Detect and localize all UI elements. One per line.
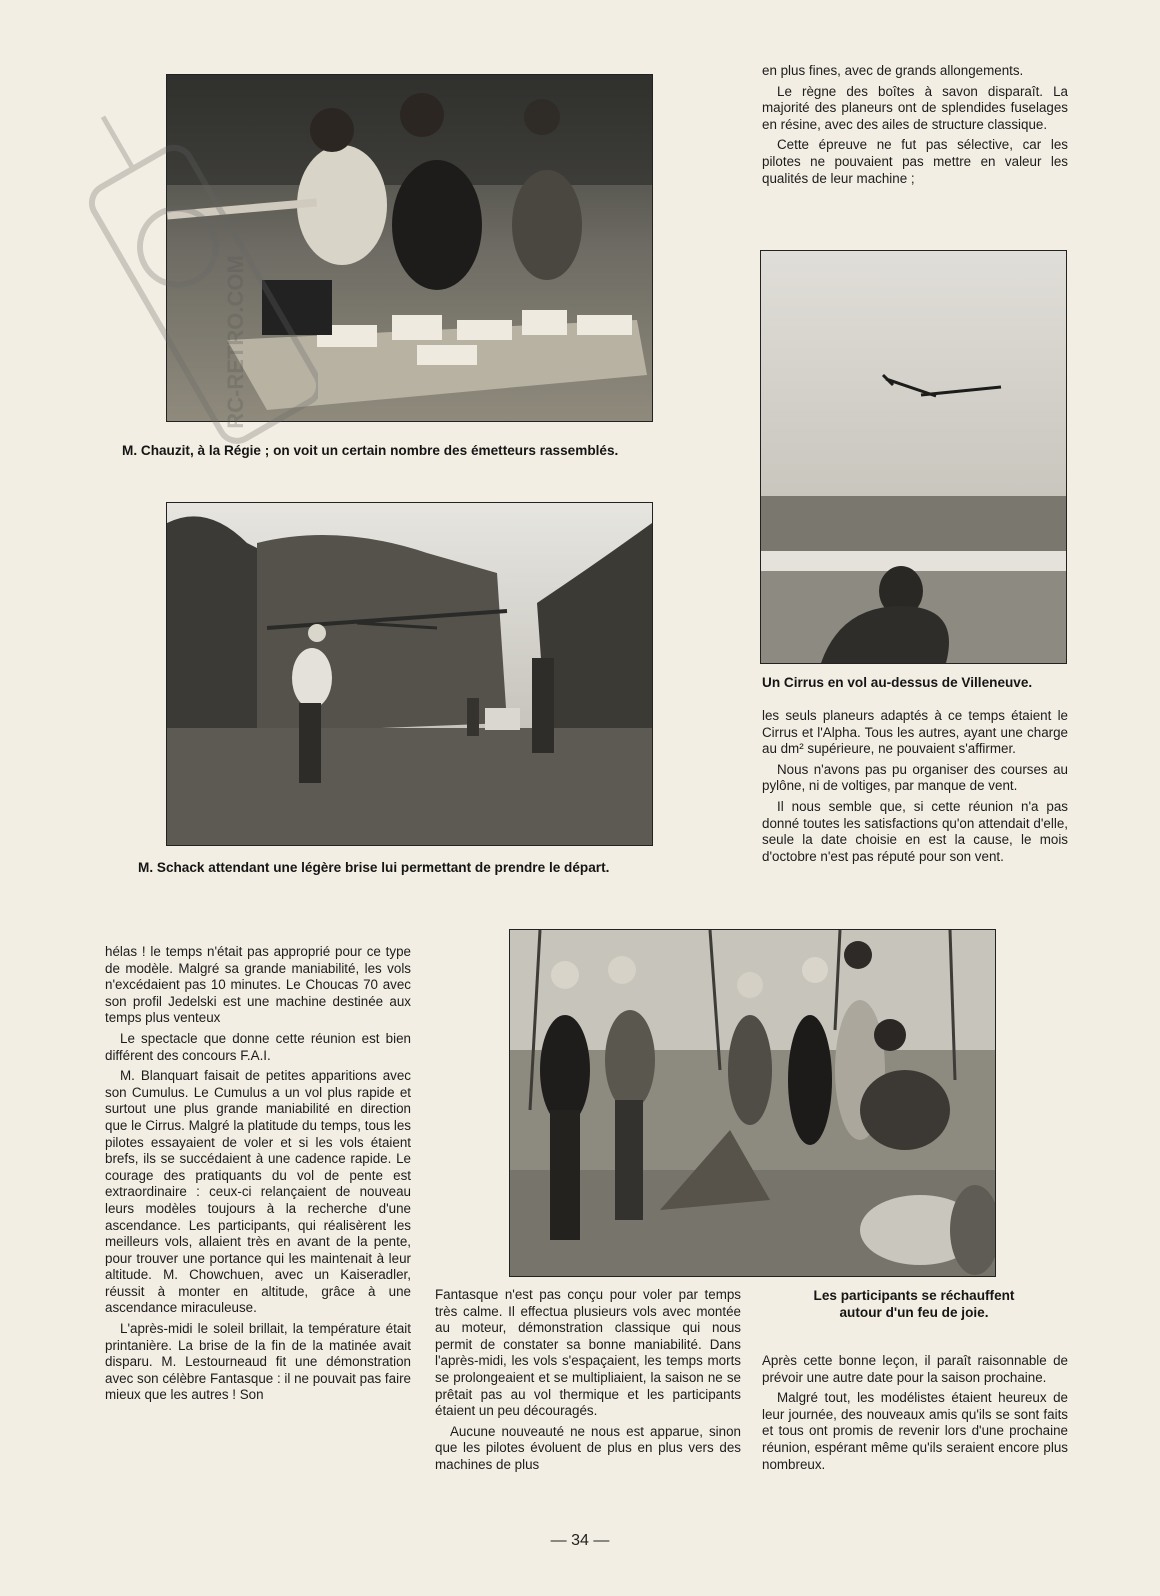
paragraph: M. Blanquart faisait de petites apparitions avec son Cumulus. Le Cumulus a un vol plus rapide et surtout une plus grande maniabilité en direction que le Cirrus. Malgré la platitude du temps, tous les pilotes essayaient de voler et si les vols étaient brefs, ils se succédaient à une cadence rapide. Le courage des pratiquants du vol de pente est extraordinaire : ceux-ci relançaient de nouveau leurs modèles toujours à la recherche d'une ascendance. Les participants, qui réalisèrent les meilleurs vols, allaient très en avant de la pente, pour trouver une portance qui les maintenait à leur altitude. M. Chowchuen, avec un Kaiseradler, réussit à monter en altitude, grâce à une ascendance miraculeuse. <box>105 1068 411 1316</box>
caption-feu <box>779 1287 1049 1321</box>
caption-feu-line2: autour d'un feu de joie. <box>839 1305 989 1320</box>
paragraph: Le règne des boîtes à savon disparaît. La majorité des planeurs ont de splendides fuselages en résine, avec des ailes de structure classique. <box>762 83 1068 132</box>
photo-schack <box>166 502 653 846</box>
caption-regie: M. Chauzit, à la Régie ; on voit un certain nombre des émetteurs rassemblés. <box>122 443 619 458</box>
paragraph: Aucune nouveauté ne nous est apparue, sinon que les pilotes évoluent de plus en plus vers des machines de plus <box>435 1423 741 1472</box>
paragraph: L'après-midi le soleil brillait, la température était printanière. La brise de la fin de la matinée avait disparu. M. Lestourneaud fit une démonstration avec son célèbre Fantasque : il ne pouvait pas faire mieux que les autres ! Son <box>105 1321 411 1403</box>
caption-cirrus: Un Cirrus en vol au-dessus de Villeneuve. <box>762 675 1033 690</box>
paragraph: Il nous semble que, si cette réunion n'a pas donné toutes les satisfactions qu'on attendait d'elle, seule la date choisie en est la cause, le mois d'octobre n'est pas réputé pour son vent. <box>762 798 1068 864</box>
paragraph: Fantasque n'est pas conçu pour voler par temps très calme. Il effectua plusieurs vols avec montée au moteur, démonstration classique qui nous permit de constater sa bonne maniabilité. Dans l'après-midi, les vols s'espaçaient, les temps morts se prolongeaient et se multipliaient, la saison ne se prêtait pas au vol thermique et les participants étaient un peu découragés. <box>435 1287 741 1419</box>
paragraph: Nous n'avons pas pu organiser des courses au pylône, ni de voltiges, par manque de vent. <box>762 761 1068 794</box>
paragraph: Après cette bonne leçon, il paraît raisonnable de prévoir une autre date pour la saison prochaine. <box>762 1353 1068 1385</box>
paragraph: Le spectacle que donne cette réunion est bien différent des concours F.A.I. <box>105 1030 411 1063</box>
photo-feu <box>509 929 996 1277</box>
paragraph: Cette épreuve ne fut pas sélective, car les pilotes ne pouvaient pas mettre en valeur les qualités de leur machine ; <box>762 137 1068 186</box>
text-left-bottom <box>105 944 411 1408</box>
text-right-top <box>762 63 1068 191</box>
caption-schack: M. Schack attendant une légère brise lui permettant de prendre le départ. <box>138 860 610 875</box>
paragraph: les seuls planeurs adaptés à ce temps étaient le Cirrus et l'Alpha. Tous les autres, ayant une charge au dm² supérieure, ne pouvaient s'affirmer. <box>762 708 1068 757</box>
paragraph: en plus fines, avec de grands allongements. <box>762 63 1024 78</box>
photo-cirrus <box>760 250 1067 664</box>
text-middle-bottom <box>435 1287 741 1478</box>
text-right-bottom <box>762 1353 1068 1477</box>
watermark-text: RC-RETRO.COM <box>223 255 249 429</box>
photo-regie <box>166 74 653 422</box>
page-number: — 34 — <box>550 1532 610 1549</box>
paragraph: Malgré tout, les modélistes étaient heureux de leur journée, des nouveaux amis qu'ils se sont faits et tous ont promis de revenir lors d'une prochaine réunion, espérant même qu'ils seraient encore plus nombreux. <box>762 1390 1068 1472</box>
caption-feu-line1: Les participants se réchauffent <box>813 1288 1015 1303</box>
text-right-mid <box>762 708 1068 869</box>
paragraph: hélas ! le temps n'était pas approprié pour ce type de modèle. Malgré sa grande maniabilité, les vols n'excédaient pas 10 minutes. Le Choucas 70 avec son profil Jedelski est une machine destinée aux temps plus venteux <box>105 944 411 1026</box>
